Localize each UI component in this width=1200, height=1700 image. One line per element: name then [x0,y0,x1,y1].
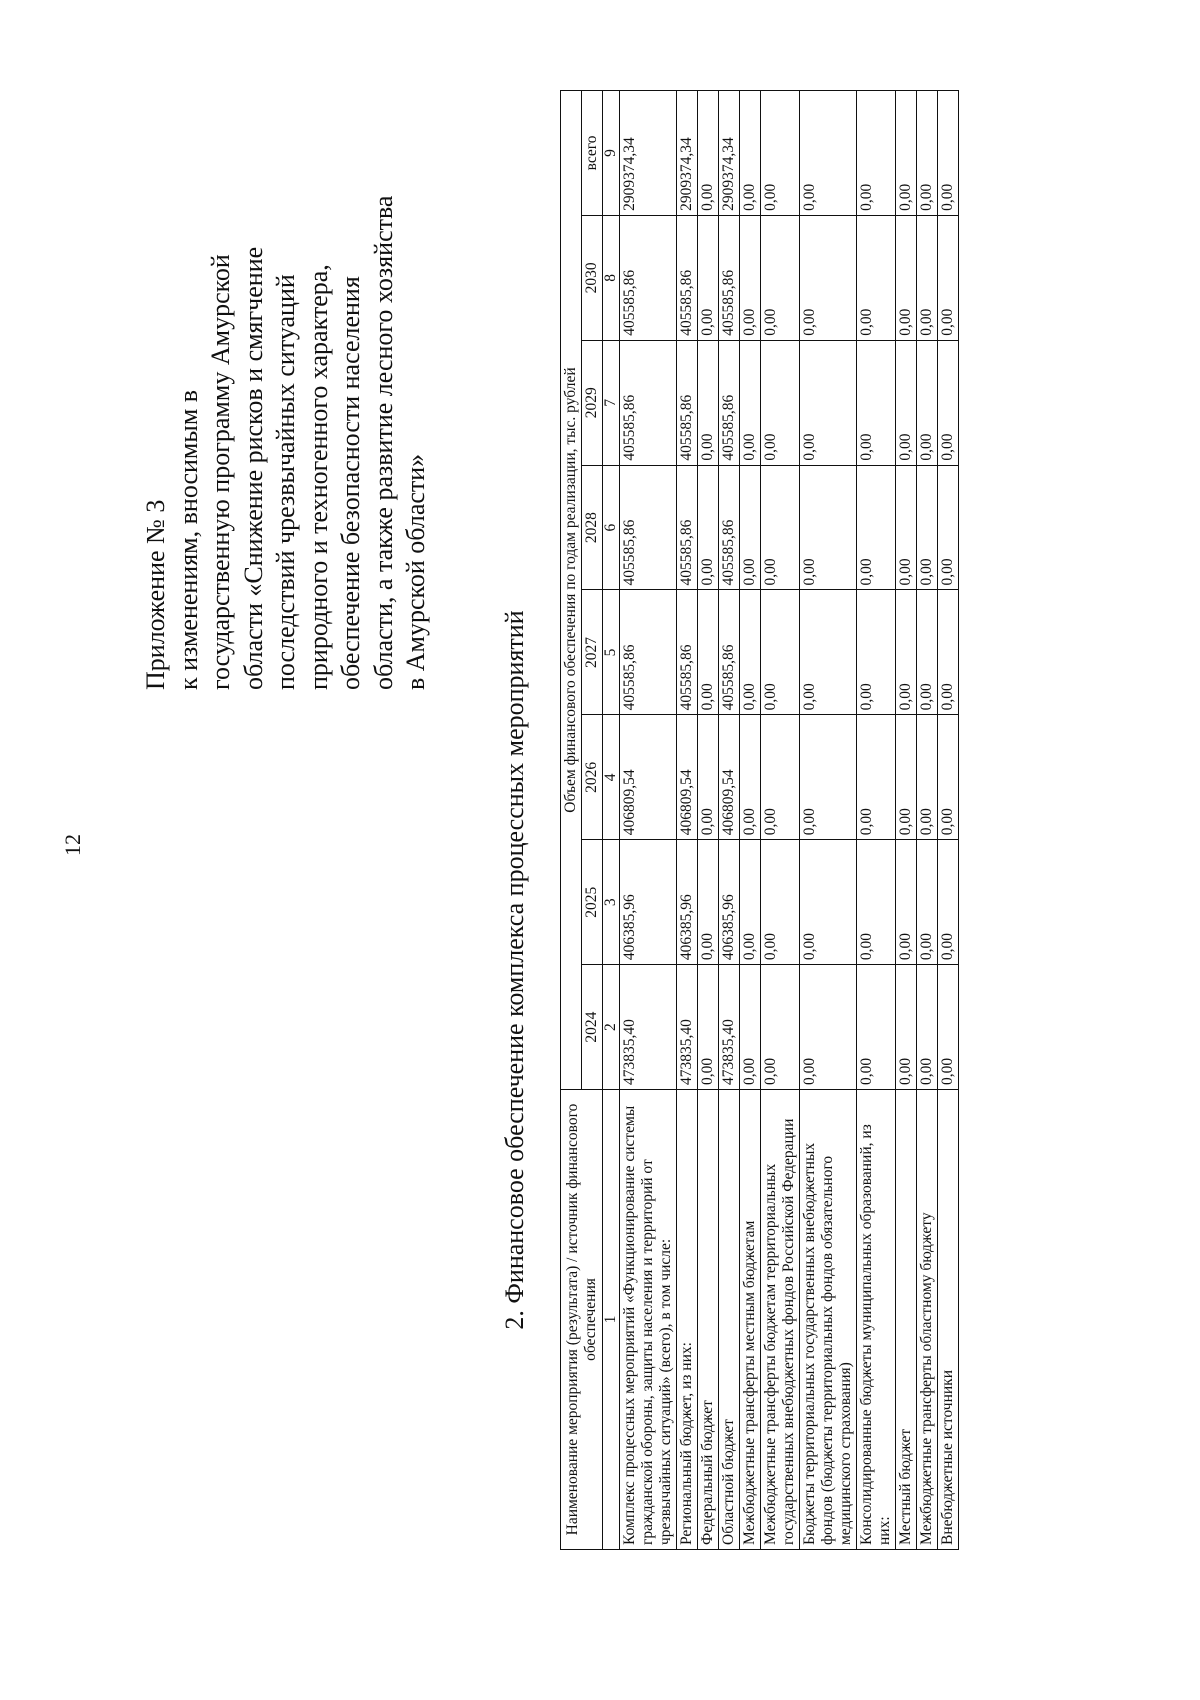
row-value-cell: 405585,86 [677,465,698,590]
row-total-cell: 0,00 [740,91,761,216]
row-total-cell: 0,00 [857,91,896,216]
row-value-cell: 0,00 [740,715,761,840]
row-value-cell: 405585,86 [719,465,740,590]
row-total-cell: 0,00 [938,91,959,216]
index-cell: 4 [603,715,620,840]
row-value-cell: 0,00 [917,340,938,465]
row-value-cell: 405585,86 [677,590,698,715]
page-number: 12 [60,834,85,856]
index-cell: 3 [603,840,620,965]
row-value-cell: 0,00 [800,465,857,590]
row-value-cell: 0,00 [698,465,719,590]
row-value-cell: 405585,86 [677,340,698,465]
index-cell: 9 [603,91,620,216]
row-value-cell: 0,00 [800,840,857,965]
row-value-cell: 0,00 [857,215,896,340]
row-label: Федеральный бюджет [698,1090,719,1550]
row-value-cell: 0,00 [938,965,959,1090]
row-value-cell: 0,00 [800,215,857,340]
row-label: Межбюджетные трансферты бюджетам территориальных государственных внебюджетных фондов Российской Федерации [761,1090,800,1550]
row-value-cell: 405585,86 [620,215,677,340]
row-value-cell: 0,00 [740,465,761,590]
year-header: 2028 [582,465,603,590]
row-value-cell: 0,00 [896,965,917,1090]
row-value-cell: 0,00 [857,840,896,965]
row-value-cell: 0,00 [761,340,800,465]
row-label: Местный бюджет [896,1090,917,1550]
table-row [857,91,896,1550]
appendix-line: области, а также развитие лесного хозяйства [368,195,398,690]
table-row [938,91,959,1550]
row-value-cell: 0,00 [917,715,938,840]
row-value-cell: 0,00 [761,215,800,340]
row-value-cell: 0,00 [857,465,896,590]
row-value-cell: 0,00 [917,590,938,715]
row-total-cell: 0,00 [698,91,719,216]
row-value-cell: 0,00 [938,590,959,715]
row-label: Межбюджетные трансферты местным бюджетам [740,1090,761,1550]
column-header-name: Наименование мероприятия (результата) / источник финансового обеспечения [561,1090,603,1550]
row-value-cell: 0,00 [857,590,896,715]
row-value-cell: 0,00 [698,590,719,715]
year-header: 2030 [582,215,603,340]
appendix-note [140,190,433,690]
row-value-cell: 0,00 [761,465,800,590]
row-value-cell: 0,00 [740,215,761,340]
row-value-cell: 0,00 [896,340,917,465]
row-value-cell: 405585,86 [719,590,740,715]
row-value-cell: 0,00 [698,840,719,965]
row-value-cell: 406809,54 [620,715,677,840]
row-value-cell: 405585,86 [620,590,677,715]
appendix-line: в Амурской области» [401,453,430,690]
row-value-cell: 0,00 [938,215,959,340]
table-row [800,91,857,1550]
row-value-cell: 0,00 [917,965,938,1090]
appendix-line: области «Снижение рисков и смягчение [238,246,268,690]
row-total-cell: 2909374,34 [719,91,740,216]
row-value-cell: 0,00 [698,965,719,1090]
row-value-cell: 0,00 [938,715,959,840]
table-row [761,91,800,1550]
row-value-cell: 0,00 [740,590,761,715]
section-title: 2. Финансовое обеспечение комплекса процессных мероприятий [500,610,529,1330]
year-header: 2024 [582,965,603,1090]
row-value-cell: 0,00 [917,840,938,965]
row-value-cell: 405585,86 [719,340,740,465]
appendix-line: природного и техногенного характера, [303,264,333,690]
index-cell: 7 [603,340,620,465]
index-cell: 8 [603,215,620,340]
total-header: всего [582,91,603,216]
row-value-cell: 0,00 [761,840,800,965]
row-value-cell: 0,00 [938,340,959,465]
appendix-line: Приложение № 3 [141,499,170,690]
row-value-cell: 405585,86 [620,465,677,590]
index-row [603,91,620,1550]
index-cell: 1 [603,1090,620,1550]
row-total-cell: 2909374,34 [620,91,677,216]
row-total-cell: 0,00 [761,91,800,216]
row-value-cell: 0,00 [800,590,857,715]
row-total-cell: 2909374,34 [677,91,698,216]
row-value-cell: 0,00 [896,465,917,590]
row-value-cell: 0,00 [698,215,719,340]
row-value-cell: 0,00 [800,340,857,465]
year-header: 2026 [582,715,603,840]
table-row [740,91,761,1550]
row-value-cell: 0,00 [896,215,917,340]
table-row [677,91,698,1550]
index-cell: 2 [603,965,620,1090]
row-value-cell: 0,00 [917,465,938,590]
row-value-cell: 0,00 [761,715,800,840]
row-value-cell: 406385,96 [677,840,698,965]
row-total-cell: 0,00 [896,91,917,216]
row-value-cell: 0,00 [896,715,917,840]
row-value-cell: 0,00 [740,840,761,965]
table-row [719,91,740,1550]
year-header: 2025 [582,840,603,965]
row-label: Консолидированные бюджеты муниципальных образований, из них: [857,1090,896,1550]
appendix-line: обеспечение безопасности населения [336,276,365,690]
row-value-cell: 0,00 [857,715,896,840]
row-value-cell: 405585,86 [620,340,677,465]
row-value-cell: 405585,86 [719,215,740,340]
row-value-cell: 0,00 [761,965,800,1090]
table-row [917,91,938,1550]
index-cell: 5 [603,590,620,715]
row-label: Областной бюджет [719,1090,740,1550]
row-label: Комплекс процессных мероприятий «Функционирование системы гражданской обороны, защиты населения и территорий от чрезвычайных ситуаций» (всего), в том числе: [620,1090,677,1550]
row-value-cell: 0,00 [857,340,896,465]
row-total-cell: 0,00 [917,91,938,216]
year-header: 2029 [582,340,603,465]
row-label: Региональный бюджет, из них: [677,1090,698,1550]
table-row [620,91,677,1550]
row-value-cell: 406809,54 [677,715,698,840]
row-value-cell: 0,00 [740,965,761,1090]
table-row [896,91,917,1550]
row-label: Бюджеты территориальных государственных внебюджетных фондов (бюджеты территориальных фондов обязательного медицинского страхования) [800,1090,857,1550]
row-value-cell: 0,00 [857,965,896,1090]
row-value-cell: 406385,96 [719,840,740,965]
year-header: 2027 [582,590,603,715]
table-row [698,91,719,1550]
row-value-cell: 405585,86 [677,215,698,340]
row-value-cell: 473835,40 [677,965,698,1090]
row-value-cell: 0,00 [917,215,938,340]
financing-table [560,90,959,1550]
row-value-cell: 0,00 [938,465,959,590]
appendix-line: последствий чрезвычайных ситуаций [271,274,300,690]
index-cell: 6 [603,465,620,590]
row-label: Внебюджетные источники [938,1090,959,1550]
row-total-cell: 0,00 [800,91,857,216]
row-value-cell: 473835,40 [719,965,740,1090]
column-group-header: Объем финансового обеспечения по годам реализации, тыс. рублей [561,91,582,1090]
row-value-cell: 406809,54 [719,715,740,840]
row-value-cell: 473835,40 [620,965,677,1090]
table-body [620,91,959,1550]
row-value-cell: 406385,96 [620,840,677,965]
appendix-line: к изменениям, вносимым в [173,389,203,690]
row-value-cell: 0,00 [740,340,761,465]
row-value-cell: 0,00 [800,715,857,840]
row-value-cell: 0,00 [938,840,959,965]
row-value-cell: 0,00 [800,965,857,1090]
row-value-cell: 0,00 [896,840,917,965]
row-value-cell: 0,00 [896,590,917,715]
row-label: Межбюджетные трансферты областному бюджету [917,1090,938,1550]
row-value-cell: 0,00 [698,715,719,840]
row-value-cell: 0,00 [698,340,719,465]
row-value-cell: 0,00 [761,590,800,715]
appendix-line: государственную программу Амурской [206,254,235,690]
